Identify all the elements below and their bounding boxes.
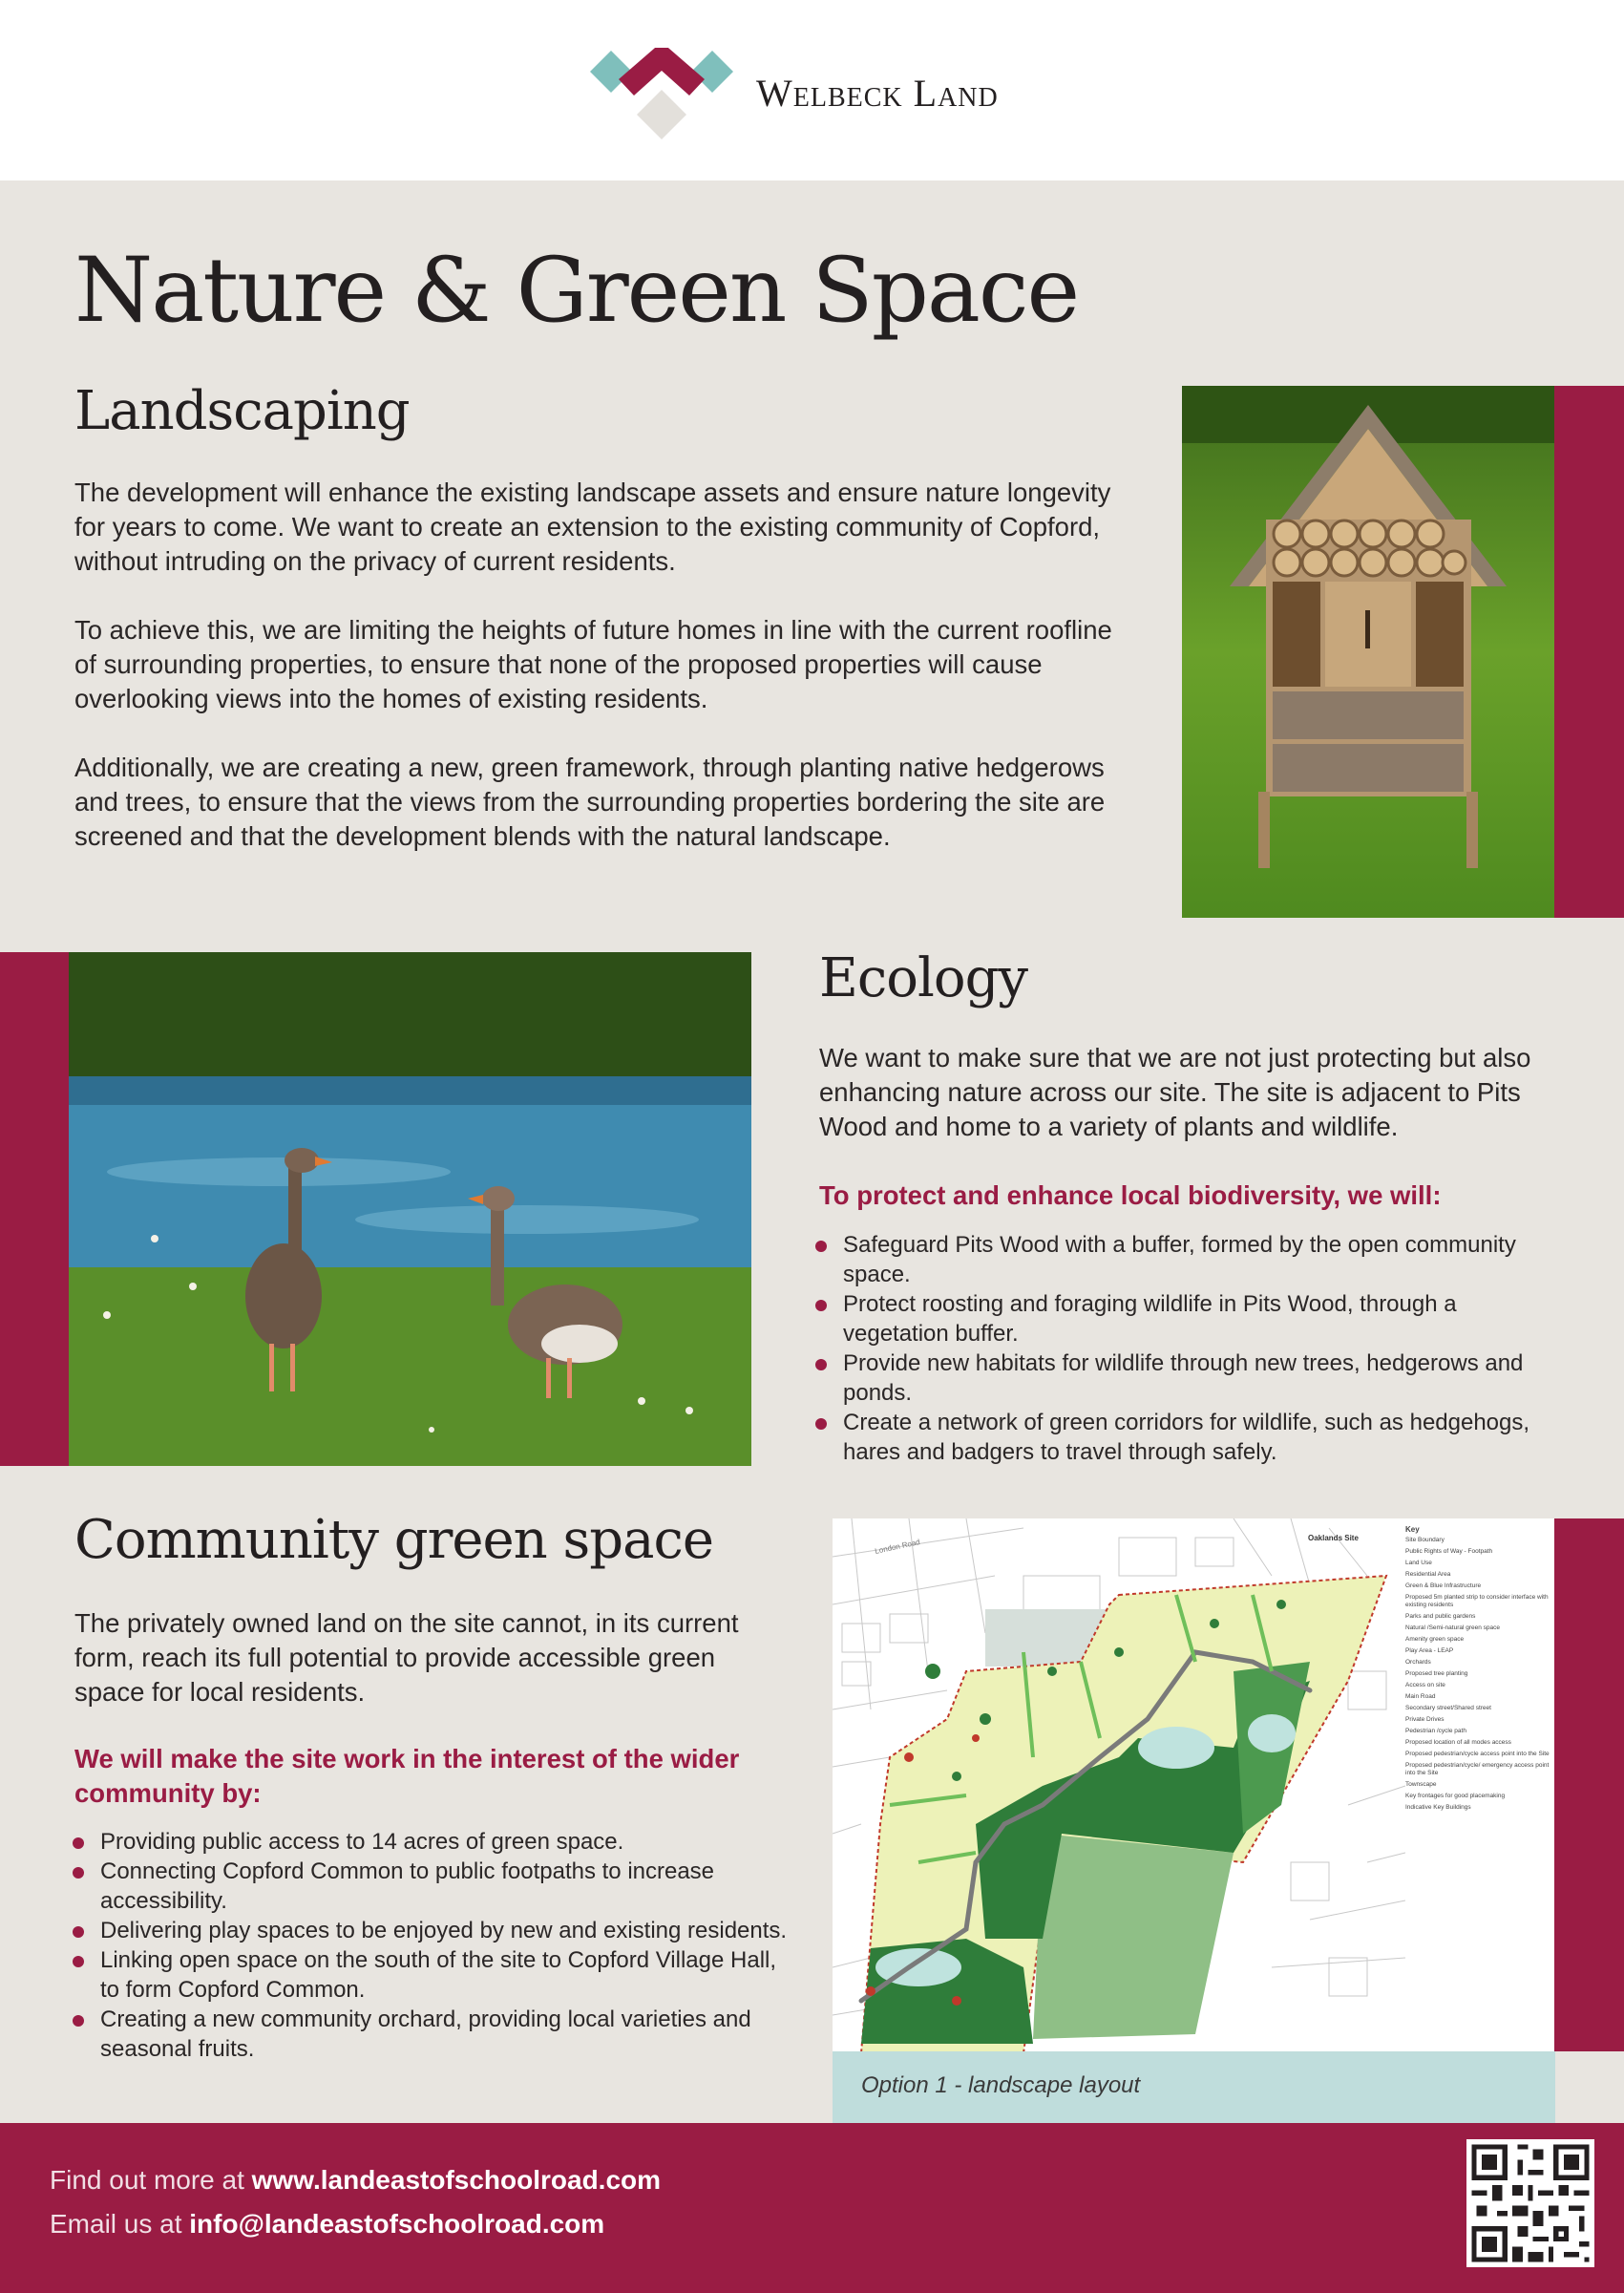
- page-title: Nature & Green Space: [74, 239, 1079, 343]
- map-caption: Option 1 - landscape layout: [861, 2072, 1141, 2098]
- map-key-item: Secondary street/Shared street: [1405, 1705, 1491, 1711]
- ecology-heading: Ecology: [819, 947, 1028, 1009]
- map-key-item: Key frontages for good placemaking: [1405, 1793, 1506, 1799]
- map-key-item: Proposed tree planting: [1405, 1670, 1468, 1677]
- brand-name: Welbeck Land: [756, 72, 999, 115]
- map-key-item: Proposed pedestrian/cycle access point into the Site: [1405, 1751, 1550, 1757]
- ecology-bullet: Safeguard Pits Wood with a buffer, formed by the open community space.: [812, 1230, 1537, 1289]
- map-key: [1405, 1526, 1550, 1815]
- community-bullet-list: [69, 1827, 794, 2064]
- map-caption-bar: [833, 2051, 1555, 2123]
- header: [0, 0, 1624, 180]
- map-key-item: Site Boundary: [1405, 1537, 1445, 1543]
- map-key-title: Key: [1405, 1525, 1420, 1534]
- map-key-item: Green & Blue Infrastructure: [1405, 1582, 1482, 1589]
- ecology-intro: We want to make sure that we are not just protecting but also enhancing nature across our site. The site is adjacent to Pits Wood and home to a variety of plants and wildlife.: [819, 1043, 1531, 1141]
- map-key-item: Land Use: [1405, 1560, 1432, 1566]
- community-highlight: We will make the site work in the interest of the wider community by:: [74, 1744, 740, 1808]
- map-key-item: Public Rights of Way - Footpath: [1405, 1548, 1493, 1555]
- footer-website-line: [50, 2165, 661, 2196]
- map-key-item: Parks and public gardens: [1405, 1613, 1476, 1620]
- community-bullet: Providing public access to 14 acres of green space.: [69, 1827, 794, 1857]
- footer: [0, 2123, 1624, 2293]
- map-road-label: London Road: [874, 1538, 921, 1556]
- map-key-item: Pedestrian /cycle path: [1405, 1728, 1466, 1734]
- landscape-layout-map: [833, 1518, 1554, 2051]
- ecology-bullet-list: [812, 1230, 1537, 1467]
- map-key-item: Residential Area: [1405, 1571, 1451, 1578]
- community-heading: Community green space: [74, 1509, 713, 1571]
- bug-hotel-photo: [1182, 386, 1554, 918]
- accent-strip-map: [1554, 1518, 1624, 2051]
- map-key-item: Amenity green space: [1405, 1636, 1465, 1643]
- accent-strip-right: [1554, 386, 1624, 918]
- community-bullet: Delivering play spaces to be enjoyed by new and existing residents.: [69, 1916, 794, 1945]
- map-key-item: Main Road: [1405, 1693, 1436, 1700]
- qr-code-icon[interactable]: [1466, 2139, 1594, 2267]
- community-bullet: Connecting Copford Common to public footpaths to increase accessibility.: [69, 1857, 794, 1916]
- map-key-item: Proposed 5m planted strip to consider interface with existing residents: [1405, 1594, 1549, 1608]
- map-key-item: Natural /Semi-natural green space: [1405, 1624, 1500, 1631]
- community-bullet: Linking open space on the south of the site to Copford Village Hall, to form Copford Common.: [69, 1945, 794, 2005]
- ecology-bullet: Create a network of green corridors for wildlife, such as hedgehogs, hares and badgers to travel through safely.: [812, 1408, 1537, 1467]
- welbeck-land-logo: [590, 48, 733, 143]
- ecology-bullet: Provide new habitats for wildlife through new trees, hedgerows and ponds.: [812, 1348, 1537, 1408]
- map-site-label: Oaklands Site: [1308, 1534, 1359, 1542]
- map-key-item: Play Area - LEAP: [1405, 1647, 1454, 1654]
- site-plan-drawing: [833, 1518, 1405, 2051]
- footer-website-prefix: Find out more at: [50, 2165, 252, 2195]
- map-key-item: Proposed location of all modes access: [1405, 1739, 1511, 1746]
- map-key-item: Private Drives: [1405, 1716, 1445, 1723]
- community-bullet: Creating a new community orchard, providing local varieties and seasonal fruits.: [69, 2005, 794, 2064]
- website-link[interactable]: www.landeastofschoolroad.com: [251, 2165, 662, 2195]
- landscaping-paragraph-3: Additionally, we are creating a new, green framework, through planting native hedgerows and trees, to ensure that the views from the surrounding properties bordering the site are screened and that the development blends with the natural landscape.: [74, 753, 1106, 851]
- ecology-highlight: To protect and enhance local biodiversity, we will:: [819, 1180, 1442, 1210]
- map-key-item: Access on site: [1405, 1682, 1445, 1688]
- map-key-item: Orchards: [1405, 1659, 1431, 1666]
- map-key-item: Proposed pedestrian/cycle/ emergency access point into the Site: [1405, 1762, 1550, 1776]
- map-key-item: Indicative Key Buildings: [1405, 1804, 1471, 1811]
- email-link[interactable]: info@landeastofschoolroad.com: [189, 2209, 605, 2239]
- ecology-bullet: Protect roosting and foraging wildlife in Pits Wood, through a vegetation buffer.: [812, 1289, 1537, 1348]
- footer-email-line: [50, 2209, 604, 2240]
- accent-strip-left: [0, 952, 69, 1466]
- landscaping-paragraph-2: To achieve this, we are limiting the heights of future homes in line with the current roofline of surrounding properties, to ensure that none of the proposed properties will cause overlooking views into the homes of existing residents.: [74, 615, 1112, 713]
- landscaping-heading: Landscaping: [74, 380, 410, 442]
- geese-photo: [69, 952, 751, 1466]
- map-key-item: Townscape: [1405, 1781, 1437, 1788]
- footer-email-prefix: Email us at: [50, 2209, 190, 2239]
- landscaping-paragraph-1: The development will enhance the existing landscape assets and ensure nature longevity for years to come. We want to create an extension to the existing community of Copford, without intruding on the privacy of current residents.: [74, 478, 1111, 576]
- community-intro: The privately owned land on the site cannot, in its current form, reach its full potential to provide accessible green space for local residents.: [74, 1608, 739, 1707]
